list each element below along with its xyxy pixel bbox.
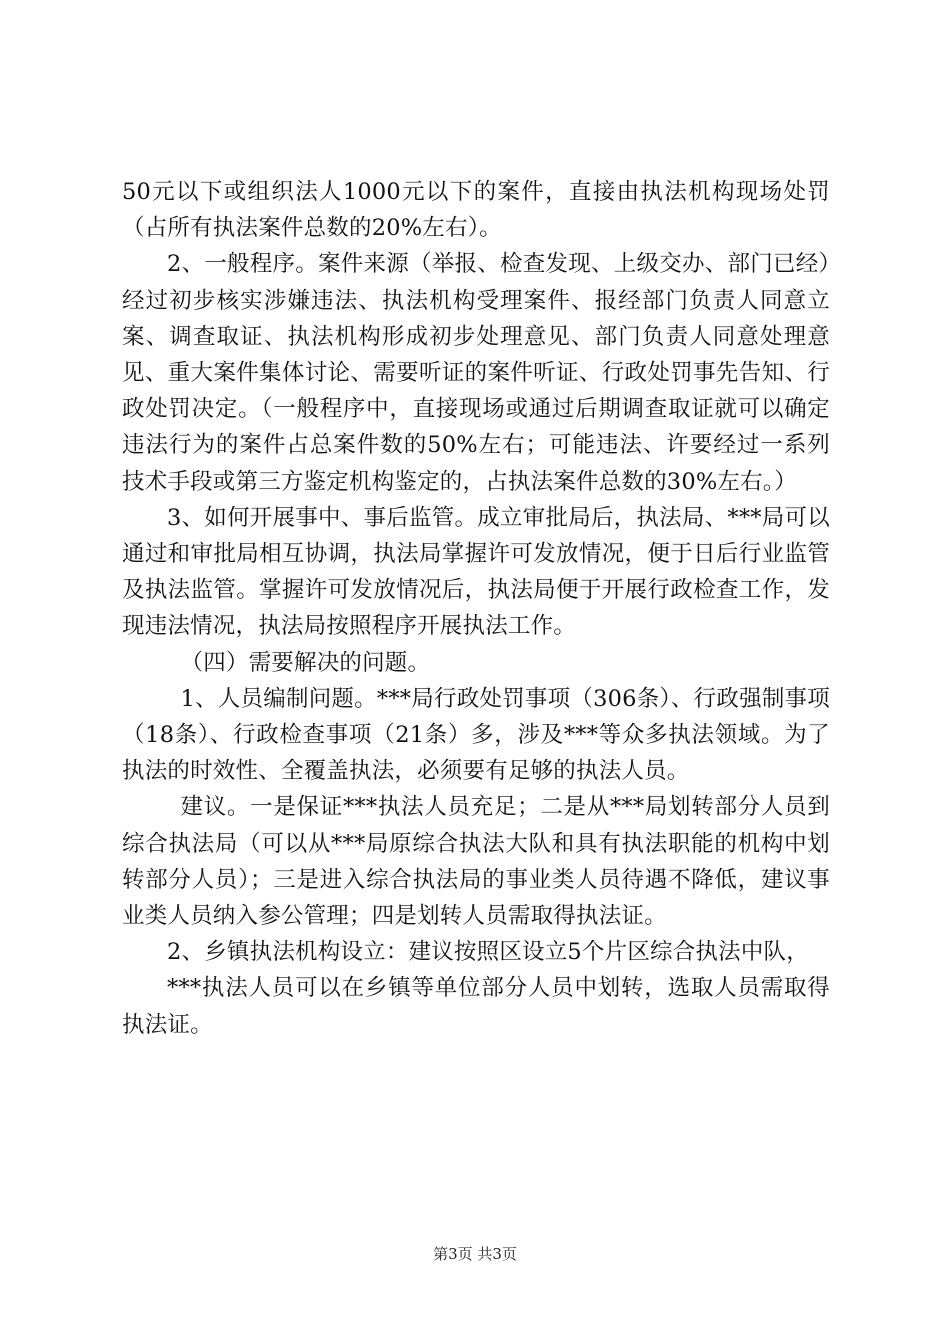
paragraph-recommendations: 建议。一是保证***执法人员充足；二是从***局划转部分人员到综合执法局（可以从***局原综合执法大队和具有执法职能的机构中划转部分人员）；三是进入综合执法局的事业类人员待遇不降低，建议事业类人员纳入参公管理；四是划转人员需取得执法证。 xyxy=(122,794,830,930)
page-footer: 第3页 共3页 xyxy=(433,1245,517,1263)
paragraph-general-procedure: 2、一般程序。案件来源（举报、检查发现、上级交办、部门已经）经过初步核实涉嫌违法、执法机构受理案件、报经部门负责人同意立案、调查取证、执法机构形成初步处理意见、部门负责人同意处理意见、重大案件集体讨论、需要听证的案件听证、行政处罚事先告知、行政处罚决定。（一般程序中，直接现场或通过后期调查取证就可以确定违法行为的案件占总案件数的50%左右；可能违法、许要经过一系列技术手段或第三方鉴定机构鉴定的，占执法案件总数的30%左右。） xyxy=(122,251,830,495)
paragraph-staff-transfer: ***执法人员可以在乡镇等单位部分人员中划转，选取人员需取得执法证。 xyxy=(122,975,830,1038)
paragraph-supervision: 3、如何开展事中、事后监管。成立审批局后，执法局、***局可以通过和审批局相互协调，执法局掌握许可发放情况，便于日后行业监管及执法监管。掌握许可发放情况后，执法局便于开展行政检查工作，发现违法情况，执法局按照程序开展执法工作。 xyxy=(122,504,830,640)
paragraph-staffing-issue: 1、人员编制问题。***局行政处罚事项（306条）、行政强制事项（18条）、行政检查事项（21条）多，涉及***等众多执法领域。为了执法的时效性、全覆盖执法，必须要有足够的执法人员。 xyxy=(122,685,830,785)
section-heading-problems: （四）需要解决的问题。 xyxy=(180,649,431,676)
paragraph-summary-procedure-end: 50元以下或组织法人1000元以下的案件，直接由执法机构现场处罚（占所有执法案件总数的20%左右）。 xyxy=(122,179,830,242)
paragraph-township-agency: 2、乡镇执法机构设立：建议按照区设立5个片区综合执法中队， xyxy=(167,939,809,966)
document-body xyxy=(122,174,830,1043)
